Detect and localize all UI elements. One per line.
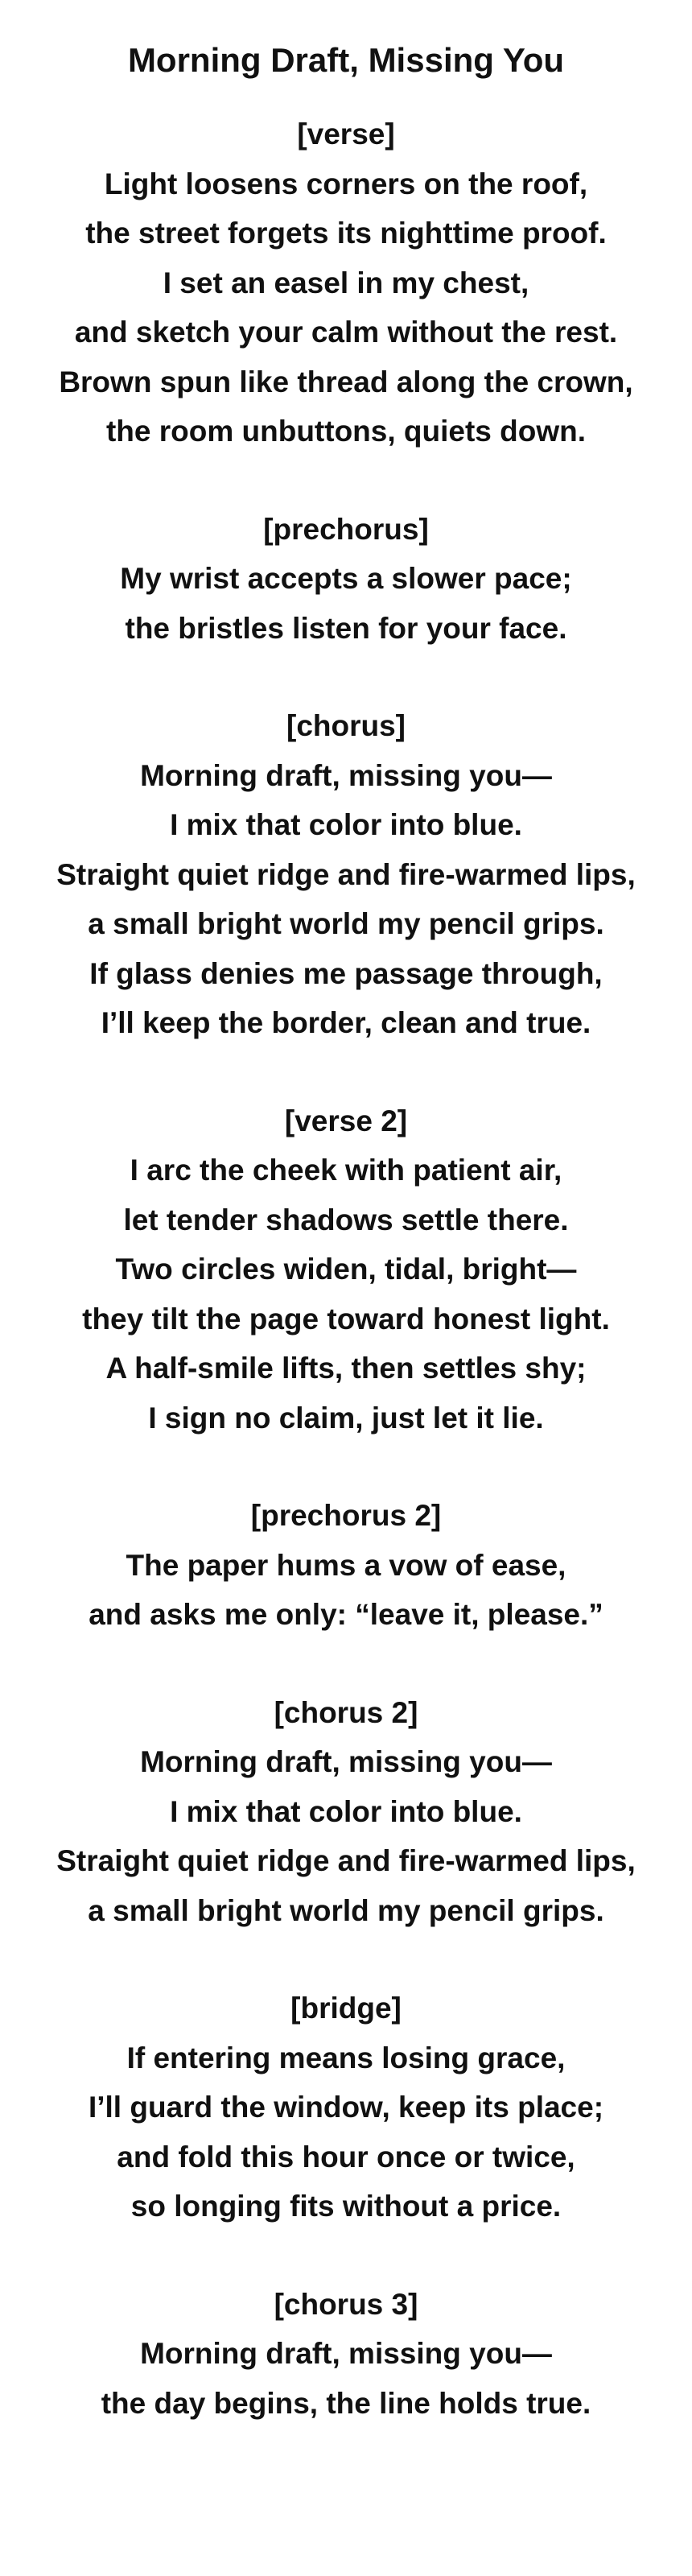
lyrics-section: [0, 701, 692, 1048]
lyric-line: I mix that color into blue.: [170, 808, 522, 841]
section-label: [chorus 2]: [274, 1695, 418, 1729]
lyric-line: Morning draft, missing you—: [140, 2337, 552, 2370]
lyric-line: and asks me only: “leave it, please.”: [89, 1598, 603, 1631]
lyric-line: the day begins, the line holds true.: [101, 2386, 591, 2420]
lyric-line: I sign no claim, just let it lie.: [148, 1401, 544, 1435]
lyrics-section: [0, 1491, 692, 1640]
lyrics-section: [0, 1984, 692, 2231]
section-label: [chorus 3]: [274, 2287, 418, 2321]
lyric-line: If glass denies me passage through,: [89, 956, 603, 990]
lyric-line: Morning draft, missing you—: [140, 758, 552, 792]
lyrics-section: [0, 1688, 692, 1936]
lyric-line: I’ll guard the window, keep its place;: [88, 2091, 604, 2124]
lyric-line: Two circles widen, tidal, bright—: [115, 1253, 577, 1286]
lyric-line: Straight quiet ridge and fire-warmed lips,: [56, 857, 636, 891]
lyric-line: a small bright world my pencil grips.: [88, 907, 604, 940]
lyrics-section: [0, 2280, 692, 2429]
lyric-line: Morning draft, missing you—: [140, 1745, 552, 1778]
lyric-line: and fold this hour once or twice,: [117, 2140, 575, 2174]
lyric-line: A half-smile lifts, then settles shy;: [105, 1352, 587, 1385]
section-label: [verse]: [297, 118, 395, 151]
lyric-line: the street forgets its nighttime proof.: [85, 217, 607, 250]
lyric-line: and sketch your calm without the rest.: [74, 316, 618, 349]
section-label: [chorus]: [286, 709, 406, 742]
lyrics-section: [0, 109, 692, 456]
lyric-line: let tender shadows settle there.: [123, 1203, 569, 1236]
section-label: [verse 2]: [284, 1104, 408, 1137]
lyric-line: so longing fits without a price.: [130, 2190, 562, 2223]
lyric-line: I set an easel in my chest,: [163, 266, 529, 299]
lyric-line: a small bright world my pencil grips.: [88, 1893, 604, 1927]
section-label: [bridge]: [290, 1992, 402, 2025]
lyric-line: If entering means losing grace,: [126, 2041, 566, 2074]
lyric-line: the room unbuttons, quiets down.: [105, 415, 587, 448]
lyric-line: I’ll keep the border, clean and true.: [101, 1006, 591, 1039]
section-label: [prechorus 2]: [250, 1499, 442, 1532]
lyric-line: the bristles listen for your face.: [125, 611, 567, 645]
lyric-line: Brown spun like thread along the crown,: [59, 365, 633, 398]
lyric-line: they tilt the page toward honest light.: [82, 1302, 610, 1335]
lyric-line: I arc the cheek with patient air,: [130, 1154, 562, 1187]
lyric-line: My wrist accepts a slower pace;: [120, 562, 572, 595]
lyric-line: Straight quiet ridge and fire-warmed lips,: [56, 1844, 636, 1877]
lyric-line: Light loosens corners on the roof,: [104, 167, 588, 200]
lyric-line: The paper hums a vow of ease,: [126, 1548, 566, 1582]
page-title: Morning Draft, Missing You: [127, 41, 565, 79]
lyric-line: I mix that color into blue.: [170, 1794, 522, 1828]
section-label: [prechorus]: [263, 512, 429, 546]
lyrics-section: [0, 505, 692, 654]
lyrics-body: [0, 109, 692, 2428]
lyrics-section: [0, 1096, 692, 1443]
